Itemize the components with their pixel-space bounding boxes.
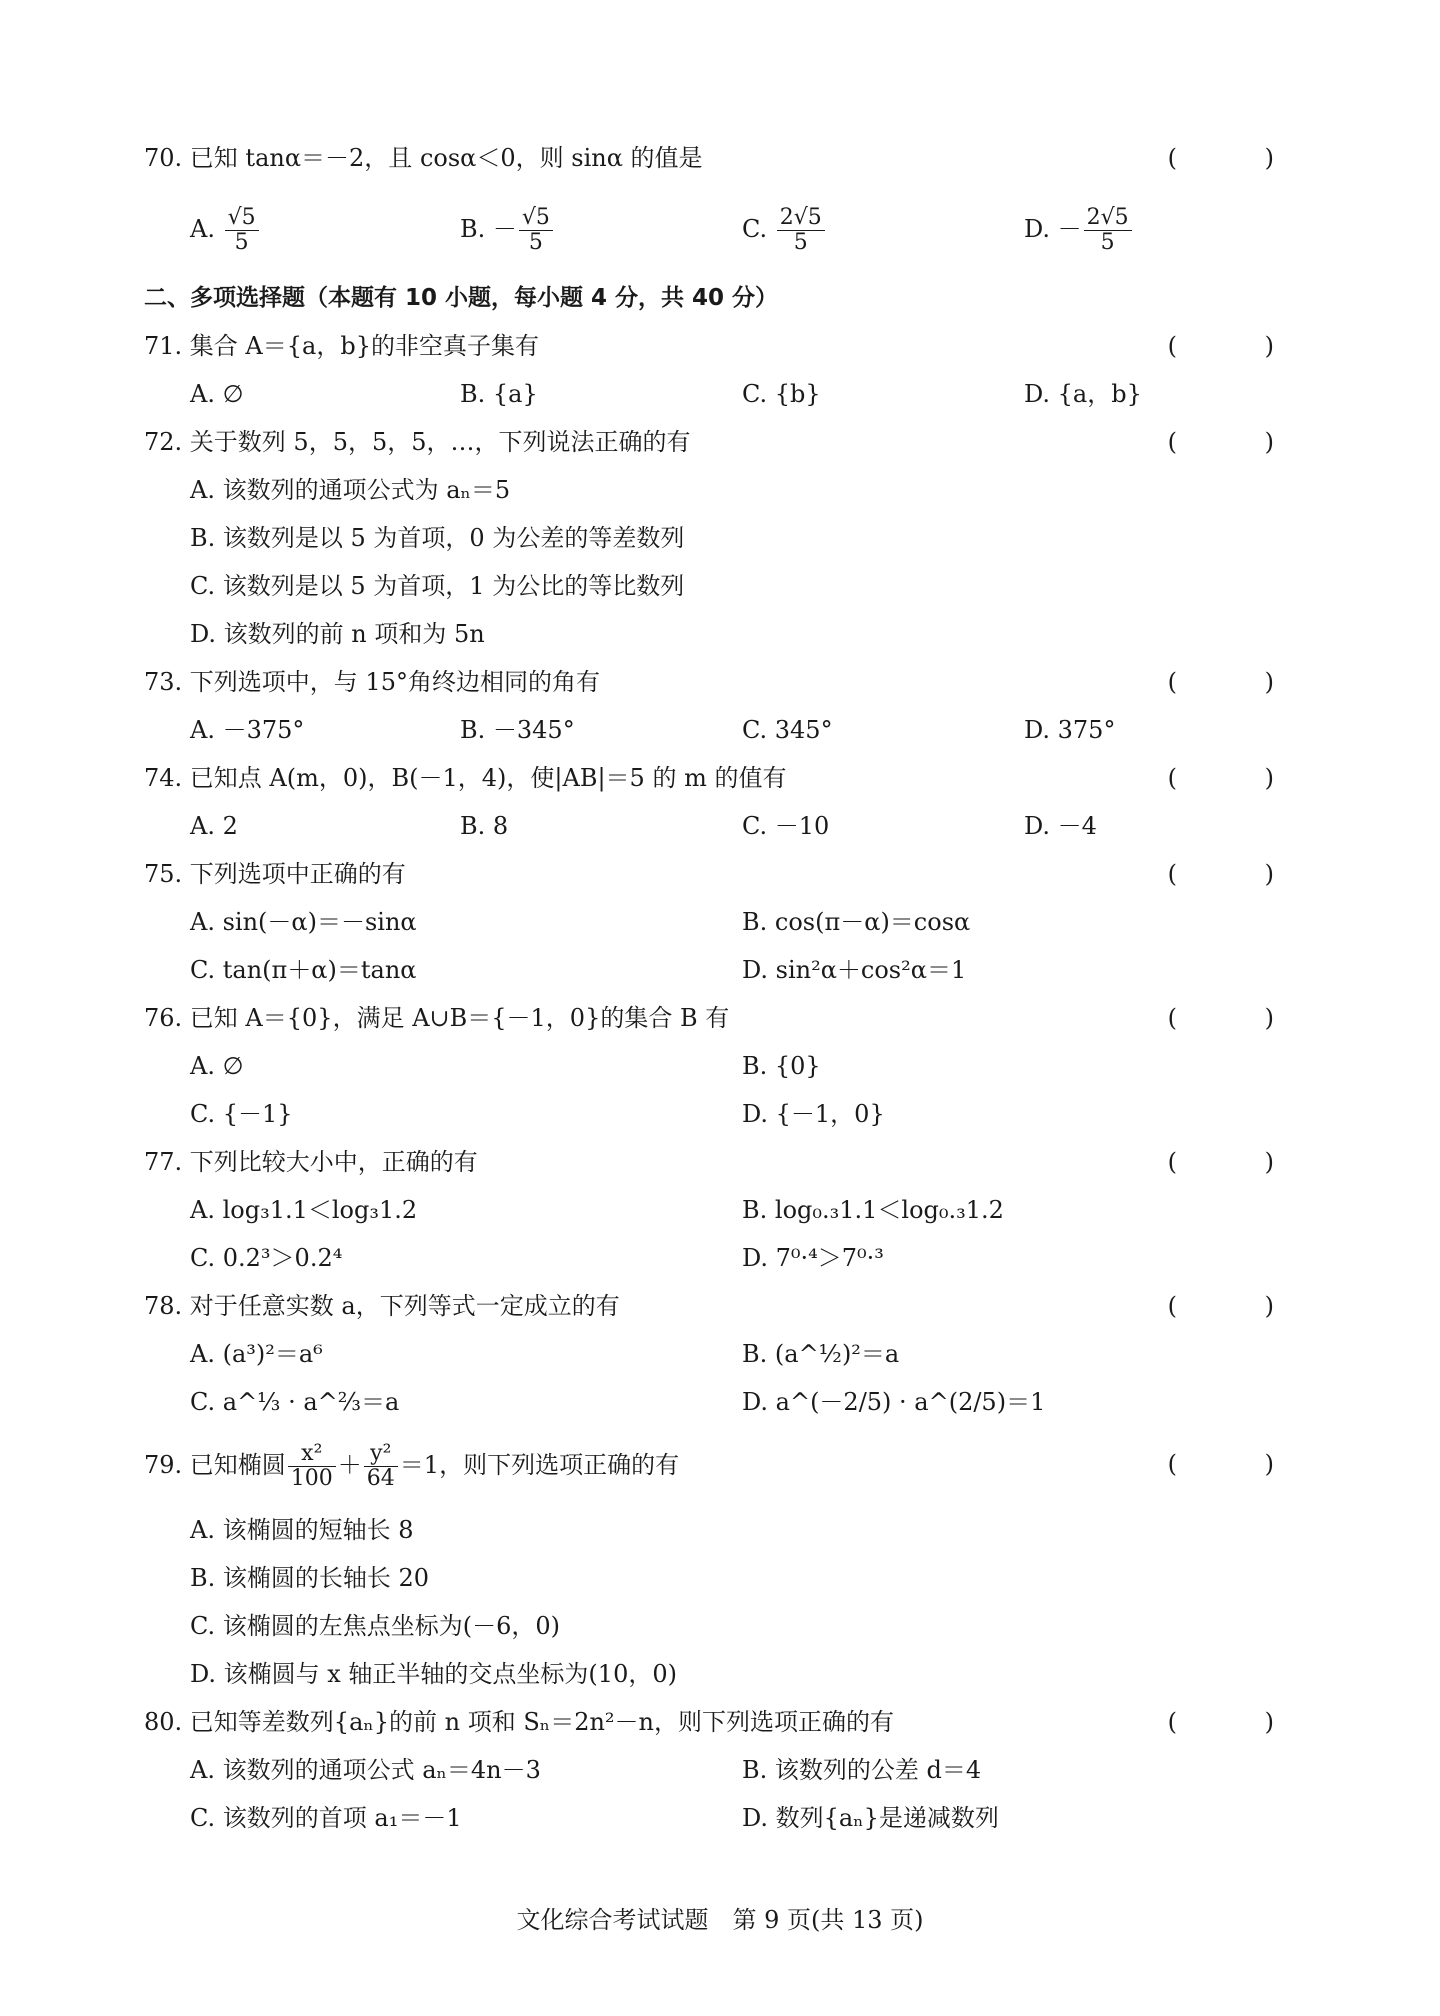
question-78-options-cd xyxy=(144,1382,1314,1422)
option-b: B. cos(π－α)＝cosα xyxy=(742,908,971,936)
question-75-options-cd xyxy=(144,950,1314,990)
option-c: C. 0.2³＞0.2⁴ xyxy=(190,1244,343,1272)
option-b: B. 该数列是以 5 为首项，0 为公差的等差数列 xyxy=(190,524,685,552)
option-a: A. (a³)²＝a⁶ xyxy=(190,1340,323,1368)
option-a: A. ∅ xyxy=(190,380,244,408)
option-d: D. {a，b} xyxy=(1024,380,1142,408)
option-b: B. log₀.₃1.1＜log₀.₃1.2 xyxy=(742,1196,1004,1224)
question-70 xyxy=(144,138,1314,178)
question-80-options-cd xyxy=(144,1798,1314,1838)
option-c: C. 该数列的首项 a₁＝－1 xyxy=(190,1804,462,1832)
question-76 xyxy=(144,998,1314,1038)
option-c: C. {－1} xyxy=(190,1100,293,1128)
option-b: B. － $\frac{√5}{5}$ xyxy=(460,194,555,264)
question-74-stem: 74. 已知点 A(m，0)，B(－1，4)，使|AB|＝5 的 m 的值有 xyxy=(144,764,787,792)
question-76-options-cd xyxy=(144,1094,1314,1134)
question-70-stem: 70. 已知 tanα＝－2，且 cosα＜0，则 sinα 的值是 xyxy=(144,144,703,172)
option-c: C. 该椭圆的左焦点坐标为(－6，0) xyxy=(190,1612,561,1640)
option-d: D. 7⁰·⁴＞7⁰·³ xyxy=(742,1244,884,1272)
question-72 xyxy=(144,422,1314,462)
option-a: A. －375° xyxy=(190,716,305,744)
option-a: A. $\frac{√5}{5}$ xyxy=(190,194,261,264)
question-74 xyxy=(144,758,1314,798)
question-70-options xyxy=(144,194,1314,264)
option-b: B. (a^½)²＝a xyxy=(742,1340,900,1368)
question-80-options-ab xyxy=(144,1750,1314,1790)
question-75 xyxy=(144,854,1314,894)
option-d: D. 该数列的前 n 项和为 5n xyxy=(190,620,485,648)
option-d: D. sin²α＋cos²α＝1 xyxy=(742,956,967,984)
option-a: A. 该数列的通项公式为 aₙ＝5 xyxy=(190,476,511,504)
option-c: C. tan(π＋α)＝tanα xyxy=(190,956,417,984)
question-76-stem: 76. 已知 A＝{0}，满足 A∪B＝{－1，0}的集合 B 有 xyxy=(144,1004,730,1032)
answer-paren: ( ) xyxy=(1167,428,1314,456)
question-75-options-ab xyxy=(144,902,1314,942)
question-71-options xyxy=(144,374,1314,414)
question-73-options xyxy=(144,710,1314,750)
option-b: B. {a} xyxy=(460,380,538,408)
option-b: B. {0} xyxy=(742,1052,821,1080)
question-79 xyxy=(144,1430,1314,1500)
question-73 xyxy=(144,662,1314,702)
question-77-options-cd xyxy=(144,1238,1314,1278)
answer-paren: ( ) xyxy=(1167,1148,1314,1176)
question-71 xyxy=(144,326,1314,366)
option-d: D. a^(－2/5) · a^(2/5)＝1 xyxy=(742,1388,1046,1416)
option-b: B. －345° xyxy=(460,716,575,744)
option-c: C. －10 xyxy=(742,812,830,840)
section-title: 二、多项选择题（本题有 10 小题，每小题 4 分，共 40 分） xyxy=(144,285,779,311)
question-72-stem: 72. 关于数列 5，5，5，5，…，下列说法正确的有 xyxy=(144,428,691,456)
option-a: A. log₃1.1＜log₃1.2 xyxy=(190,1196,418,1224)
fraction-y: $\frac{\text{y²}}{64}$ xyxy=(364,1442,398,1491)
question-73-stem: 73. 下列选项中，与 15°角终边相同的角有 xyxy=(144,668,600,696)
option-b: B. 该数列的公差 d＝4 xyxy=(742,1756,982,1784)
option-d: D. 375° xyxy=(1024,716,1116,744)
answer-paren: ( ) xyxy=(1167,860,1314,888)
option-d: D. 数列{aₙ}是递减数列 xyxy=(742,1804,999,1832)
answer-paren: ( ) xyxy=(1167,1708,1314,1736)
answer-paren: ( ) xyxy=(1167,668,1314,696)
fraction-x: $\frac{\text{x²}}{100}$ xyxy=(288,1442,336,1491)
question-78-options-ab xyxy=(144,1334,1314,1374)
question-71-stem: 71. 集合 A＝{a，b}的非空真子集有 xyxy=(144,332,539,360)
option-d: D. －4 xyxy=(1024,812,1097,840)
question-77 xyxy=(144,1142,1314,1182)
question-75-stem: 75. 下列选项中正确的有 xyxy=(144,860,406,888)
option-d: D. － $\frac{2√5}{5}$ xyxy=(1024,194,1134,264)
option-c: C. 该数列是以 5 为首项，1 为公比的等比数列 xyxy=(190,572,685,600)
question-74-options xyxy=(144,806,1314,846)
question-76-options-ab xyxy=(144,1046,1314,1086)
option-c: C. 345° xyxy=(742,716,833,744)
question-78 xyxy=(144,1286,1314,1326)
question-80 xyxy=(144,1702,1314,1742)
question-79-stem: 79. 已知椭圆 $\frac{\text{x²}}{100}$ ＋ $\frac{\text{y²}}{64}$ ＝1，则下列选项正确的有 xyxy=(144,1440,680,1491)
answer-paren: ( ) xyxy=(1167,1004,1314,1032)
option-b: B. 该椭圆的长轴长 20 xyxy=(190,1564,430,1592)
option-d: D. 该椭圆与 x 轴正半轴的交点坐标为(10，0) xyxy=(190,1660,677,1688)
page-footer: 文化综合考试试题 第 9 页(共 13 页) xyxy=(516,1906,924,1934)
option-a: A. 该椭圆的短轴长 8 xyxy=(190,1516,414,1544)
option-c: C. $\frac{2√5}{5}$ xyxy=(742,194,827,264)
answer-paren: ( ) xyxy=(1167,1292,1314,1320)
option-c: C. {b} xyxy=(742,380,821,408)
question-77-stem: 77. 下列比较大小中，正确的有 xyxy=(144,1148,478,1176)
option-c: C. a^⅓ · a^⅔＝a xyxy=(190,1388,400,1416)
option-a: A. ∅ xyxy=(190,1052,244,1080)
question-78-stem: 78. 对于任意实数 a，下列等式一定成立的有 xyxy=(144,1292,620,1320)
answer-paren: ( ) xyxy=(1167,1450,1314,1478)
question-80-stem: 80. 已知等差数列{aₙ}的前 n 项和 Sₙ＝2n²－n，则下列选项正确的有 xyxy=(144,1708,894,1736)
answer-paren: ( ) xyxy=(1167,764,1314,792)
answer-paren: ( ) xyxy=(1167,332,1314,360)
option-a: A. sin(－α)＝－sinα xyxy=(190,908,417,936)
answer-paren: ( ) xyxy=(1167,144,1314,172)
option-b: B. 8 xyxy=(460,812,509,840)
option-d: D. {－1，0} xyxy=(742,1100,885,1128)
option-a: A. 该数列的通项公式 aₙ＝4n－3 xyxy=(190,1756,541,1784)
option-a: A. 2 xyxy=(190,812,238,840)
question-77-options-ab xyxy=(144,1190,1314,1230)
